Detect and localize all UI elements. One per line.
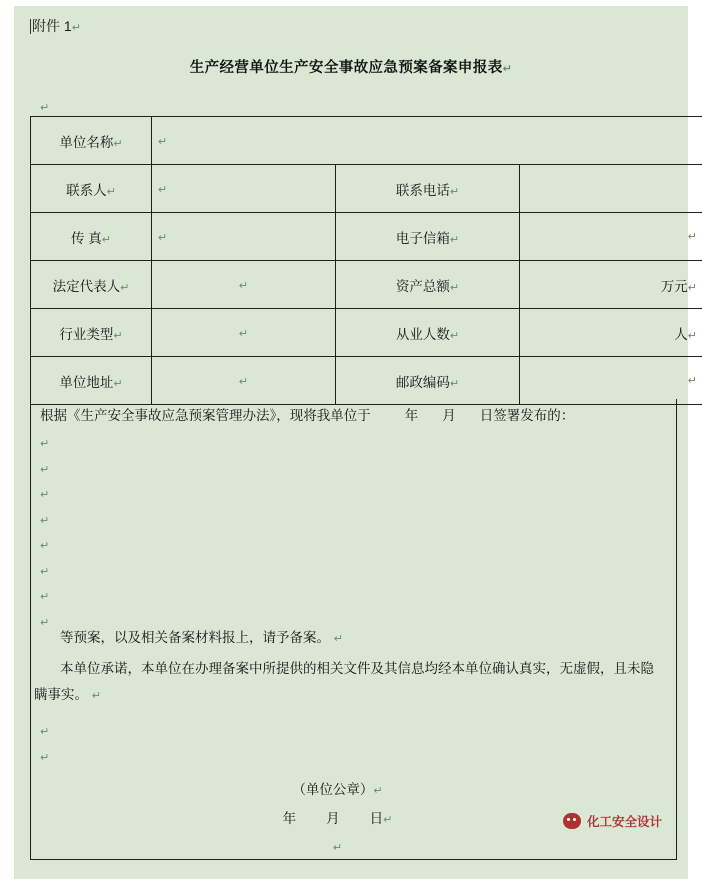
- paragraph-mark-icon: ↵: [238, 376, 249, 388]
- paragraph-mark-icon: ↵: [238, 328, 249, 340]
- table-row: [31, 357, 702, 405]
- paragraph-mark-icon: ↵: [158, 232, 168, 244]
- official-seal-text: （单位公章）: [292, 782, 374, 797]
- lead-year-label: 年: [404, 408, 419, 423]
- declaration-after-text: 等预案，以及相关备案材料报上，请予备案。: [60, 630, 330, 645]
- field-value-contact-person[interactable]: [152, 165, 336, 213]
- table-row: [31, 261, 702, 309]
- paragraph-mark-icon: ↵: [333, 632, 343, 645]
- declaration-lead-paragraph: [40, 404, 670, 424]
- blank-line: [40, 481, 240, 507]
- text-cursor: [30, 19, 31, 34]
- label-text: 联系人: [66, 182, 107, 198]
- watermark-text: 化工安全设计: [586, 815, 662, 829]
- unit-text: 万元: [660, 278, 688, 294]
- paragraph-mark-icon: ↵: [449, 280, 460, 294]
- paragraph-mark-icon: ↵: [449, 232, 460, 246]
- paragraph-mark-icon: ↵: [449, 184, 460, 198]
- field-value-fax[interactable]: [152, 213, 336, 261]
- label-text: 联系电话: [395, 182, 450, 198]
- label-text: 电子信箱: [395, 230, 450, 246]
- page-title: [14, 56, 688, 77]
- attachment-label-text: 附件 1: [32, 18, 72, 34]
- blank-line: [40, 558, 240, 584]
- field-label-email: [336, 213, 520, 261]
- paragraph-mark-icon: ↵: [101, 232, 111, 246]
- table-row: [31, 117, 702, 165]
- blank-line: [40, 532, 240, 558]
- blank-line: [14, 838, 661, 856]
- paragraph-mark-icon: ↵: [373, 784, 383, 797]
- paragraph-mark-icon: ↵: [113, 136, 123, 150]
- paragraph-mark-icon: ↵: [40, 725, 50, 738]
- paragraph-mark-icon: ↵: [449, 328, 460, 342]
- watermark: [563, 812, 662, 830]
- label-text: 单位地址: [59, 374, 114, 390]
- official-seal-placeholder: [14, 778, 661, 798]
- paragraph-mark-icon: ↵: [40, 101, 50, 114]
- paragraph-mark-icon: ↵: [158, 184, 168, 196]
- field-value-contact-phone[interactable]: [520, 165, 702, 213]
- field-label-contact-phone: [336, 165, 520, 213]
- page-content: [14, 6, 697, 873]
- declaration-lead-text: 根据《生产安全事故应急预案管理办法》，现将我单位于: [40, 408, 371, 423]
- paragraph-mark-icon: ↵: [449, 376, 460, 390]
- blank-line: [40, 98, 49, 116]
- paragraph-mark-icon: ↵: [40, 488, 50, 501]
- paragraph-mark-icon: ↵: [687, 281, 697, 294]
- table-row: [31, 309, 702, 357]
- paragraph-mark-icon: ↵: [40, 437, 50, 450]
- attachment-label: [30, 16, 81, 36]
- date-day-label: 日: [369, 811, 384, 826]
- field-label-total-assets: [336, 261, 520, 309]
- paragraph-mark-icon: ↵: [383, 813, 393, 826]
- blank-line: [40, 507, 240, 533]
- paragraph-mark-icon: ↵: [40, 590, 50, 603]
- field-value-legal-rep[interactable]: [152, 261, 336, 309]
- paragraph-mark-icon: ↵: [113, 328, 123, 342]
- declaration-after-paragraph: [60, 626, 343, 646]
- application-form-table: [30, 116, 702, 405]
- paragraph-mark-icon: ↵: [687, 375, 697, 387]
- paragraph-mark-icon: ↵: [91, 689, 101, 702]
- paragraph-mark-icon: ↵: [40, 750, 50, 764]
- blank-line: [40, 456, 240, 482]
- paragraph-mark-icon: ↵: [332, 841, 343, 854]
- label-text: 邮政编码: [395, 374, 450, 390]
- lead-day-label: 日签署发布的：: [479, 408, 575, 423]
- field-label-contact-person: [31, 165, 152, 213]
- blank-lines-group-2: [40, 718, 49, 769]
- paragraph-mark-icon: ↵: [120, 280, 130, 294]
- blank-lines-group: [40, 430, 240, 634]
- field-value-industry-type[interactable]: [152, 309, 336, 357]
- field-label-unit-address: [31, 357, 152, 405]
- field-label-employee-count: [336, 309, 520, 357]
- table-row: [31, 165, 702, 213]
- paragraph-mark-icon: ↵: [71, 21, 81, 34]
- wechat-icon: [563, 813, 581, 829]
- field-label-industry-type: [31, 309, 152, 357]
- field-value-unit-address[interactable]: [152, 357, 336, 405]
- declaration-promise-paragraph: [34, 656, 664, 709]
- date-year-label: 年: [282, 811, 297, 826]
- table-row: [31, 213, 702, 261]
- blank-line: [40, 718, 49, 744]
- label-text: 资产总额: [395, 278, 450, 294]
- paragraph-mark-icon: ↵: [40, 564, 50, 578]
- label-text: 传 真: [71, 230, 102, 246]
- date-month-label: 月: [326, 811, 340, 826]
- field-value-postal-code[interactable]: [520, 357, 702, 405]
- paragraph-mark-icon: ↵: [40, 462, 50, 476]
- label-text: 单位名称: [59, 134, 114, 150]
- paragraph-mark-icon: ↵: [158, 136, 168, 148]
- paragraph-mark-icon: ↵: [40, 513, 50, 527]
- label-text: 行业类型: [59, 326, 114, 342]
- field-label-postal-code: [336, 357, 520, 405]
- field-label-fax: [31, 213, 152, 261]
- blank-line: [40, 583, 240, 609]
- page-margin-left: [0, 0, 14, 879]
- paragraph-mark-icon: ↵: [40, 539, 50, 552]
- label-text: 从业人数: [395, 326, 450, 342]
- unit-text: 人: [674, 326, 688, 342]
- lead-month-label: 月: [442, 408, 456, 423]
- paragraph-mark-icon: ↵: [502, 62, 513, 75]
- paragraph-mark-icon: ↵: [106, 184, 116, 198]
- paragraph-mark-icon: ↵: [113, 376, 123, 390]
- paragraph-mark-icon: ↵: [687, 329, 697, 342]
- page-title-text: 生产经营单位生产安全事故应急预案备案申报表: [189, 60, 503, 76]
- blank-line: [40, 744, 49, 770]
- field-value-unit-name[interactable]: [152, 117, 702, 165]
- field-value-total-assets[interactable]: [520, 261, 702, 309]
- paragraph-mark-icon: ↵: [238, 280, 249, 292]
- blank-line: [40, 430, 240, 456]
- paragraph-mark-icon: ↵: [40, 615, 50, 629]
- label-text: 法定代表人: [52, 278, 121, 294]
- declaration-promise-text: 本单位承诺，本单位在办理备案中所提供的相关文件及其信息均经本单位确认真实，无虚假，且未隐瞒事实。: [34, 661, 654, 702]
- field-label-legal-rep: [31, 261, 152, 309]
- field-value-email[interactable]: [520, 213, 702, 261]
- paragraph-mark-icon: ↵: [687, 231, 697, 243]
- field-value-employee-count[interactable]: [520, 309, 702, 357]
- field-label-unit-name: [31, 117, 152, 165]
